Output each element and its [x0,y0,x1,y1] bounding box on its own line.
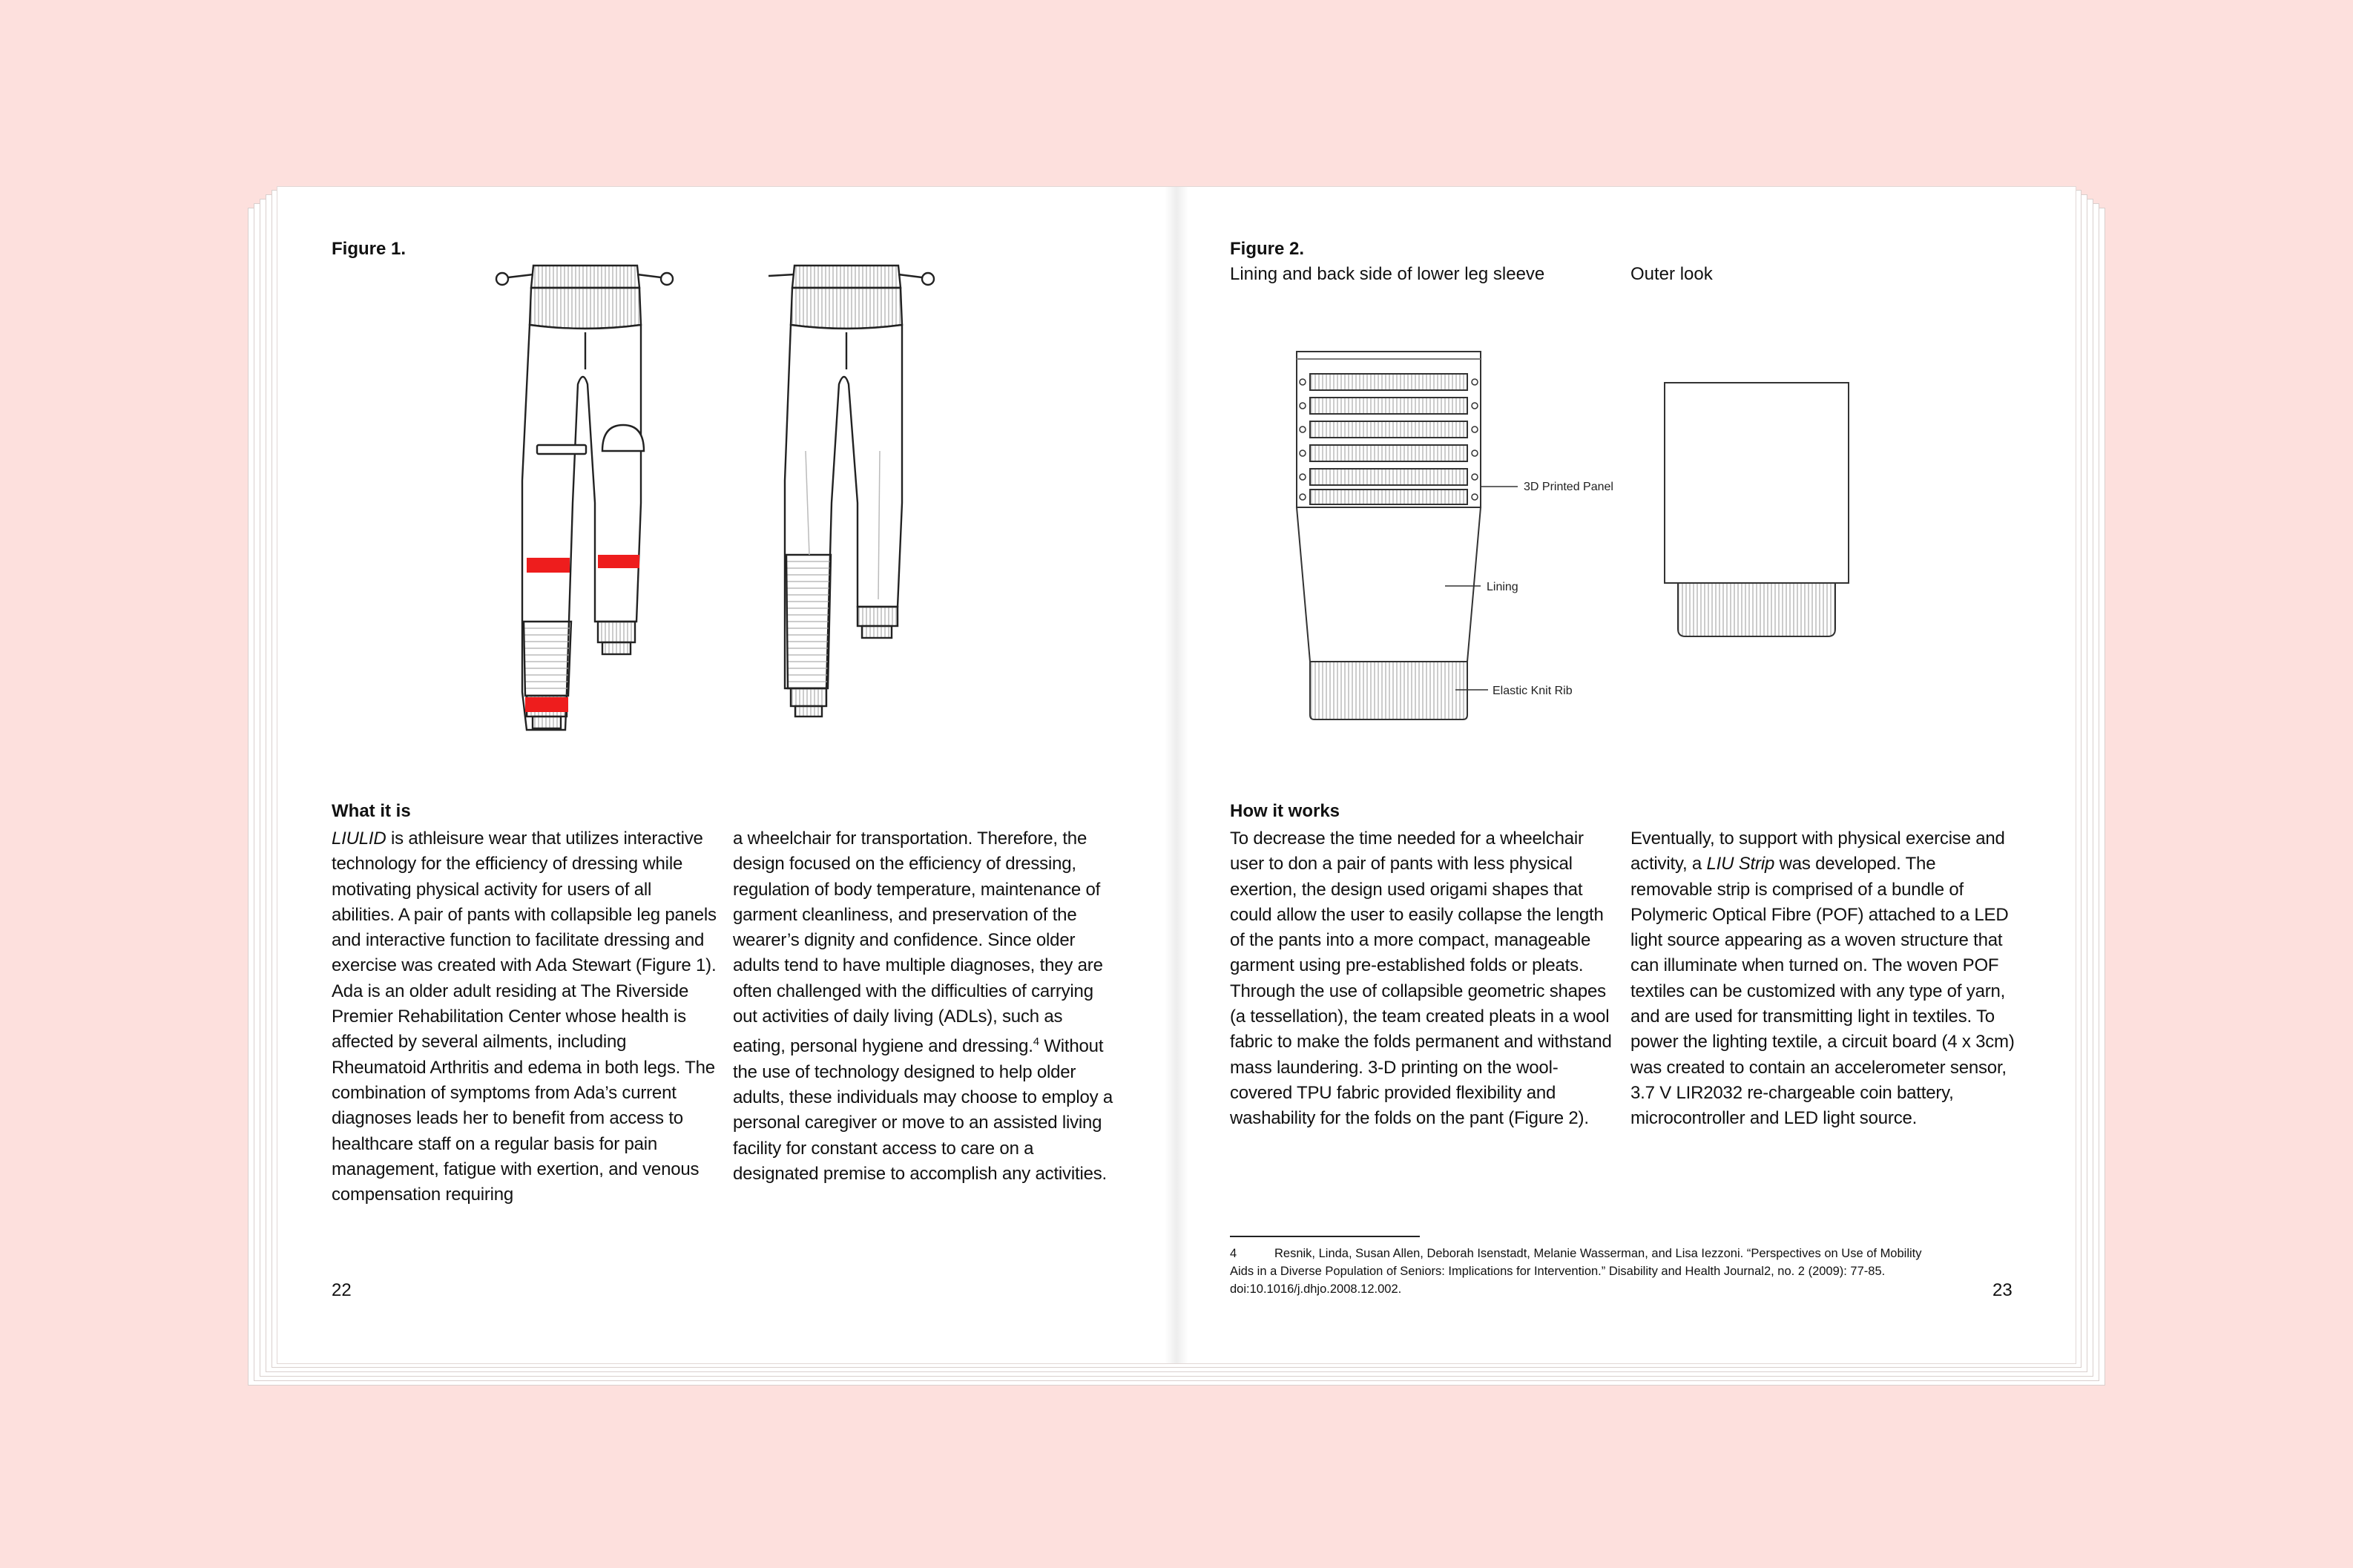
figure-2-caption-lining: Lining and back side of lower leg sleeve [1230,264,1545,284]
footnote-text: Resnik, Linda, Susan Allen, Deborah Isenstadt, Melanie Wasserman, and Lisa Iezzoni. “Perspectives on Use of Mobility Aids in a Diverse Population of Seniors: Implications for Intervention.” Disability and Health Journal2, no. 2 (2009): 77-85. doi:10.1016/j.dhjo.2008.12.002. [1230,1247,1922,1296]
right-page-column-2 [1630,826,2016,1132]
printed-panel [1297,352,1481,507]
page-number-right: 23 [1992,1280,2013,1300]
lining-shape [1297,507,1481,662]
back-pants [769,266,934,717]
led-strip-left-knee [527,558,570,573]
figure-1-pants-illustration [478,258,1145,792]
column-text: Eventually, to support with physical exercise and activity, a [1630,829,2005,874]
outer-look-sleeve [1665,383,1849,636]
left-page-column-2 [733,826,1119,1187]
open-book-spread [277,187,2076,1363]
column-text: was developed. The removable strip is comprised of a bundle of Polymeric Optical Fibre (POF) attached to a LED light source appearing as a woven structure that can illuminate when turned on. The woven POF textiles can be customized with any type of yarn, and are used for transmitting light in textiles. To power the lighting textile, a circuit board (4 x 3cm) was created to contain an accelerometer sensor, 3.7 V LIR2032 re-chargeable coin battery, microcontroller and LED light source. [1630,854,2015,1129]
right-page [1176,187,2076,1363]
led-strip-right-knee [598,555,639,568]
figure-2-sleeve-diagram [1273,352,1941,767]
footnote [1230,1245,1942,1298]
footnote-reference[interactable]: 4 [1033,1035,1039,1049]
label-lining: Lining [1487,581,1518,593]
front-pants [496,266,673,730]
right-page-column-1 [1230,826,1616,1132]
figure-1-title: Figure 1. [332,239,407,259]
led-strip-ankle [525,697,568,712]
page-number-left: 22 [332,1280,352,1300]
section-heading-what-it-is: What it is [332,801,411,821]
left-page [277,187,1176,1363]
figure-2-title: Figure 2. [1230,239,1305,259]
figure-2-caption-outer: Outer look [1630,264,1713,284]
left-page-column-1 [332,826,717,1208]
label-elastic-knit-rib: Elastic Knit Rib [1493,685,1573,697]
footnote-rule [1230,1236,1420,1237]
column-text: Without the use of technology designed to help older adults, these individuals may choose to employ a personal caregiver or move to an assisted living facility for constant access to care on a designated premise to accomplish any activities. [733,1036,1113,1184]
strip-name: LIU Strip [1706,854,1775,874]
section-heading-how-it-works: How it works [1230,801,1340,821]
product-name: LIULID [332,829,386,849]
column-text: is athleisure wear that utilizes interactive technology for the efficiency of dressing while motivating physical activity for users of all abilities. A pair of pants with collapsible leg panels and interactive function to facilitate dressing and exercise was created with Ada Stewart (Figure 1). Ada is an older adult residing at The Riverside Premier Rehabilitation Center whose health is affected by several ailments, including Rheumatoid Arthritis and edema in both legs. The combination of symptoms from Ada’s current diagnoses leads her to benefit from access to healthcare staff on a regular basis for pain management, fatigue with exertion, and venous compensation requiring [332,829,717,1205]
column-text: To decrease the time needed for a wheelchair user to don a pair of pants with less physical exertion, the design used origami shapes that could allow the user to easily collapse the length of the pants into a more compact, manageable garment using pre-established folds or pleats. Through the use of collapsible geometric shapes (a tessellation), the team created pleats in a wool fabric to make the folds permanent and withstand mass laundering. 3-D printing on the wool-covered TPU fabric provided flexibility and washability for the folds on the pant (Figure 2). [1230,829,1612,1129]
footnote-number: 4 [1230,1247,1237,1260]
label-3d-printed-panel: 3D Printed Panel [1524,481,1613,493]
column-text: a wheelchair for transportation. Therefore, the design focused on the efficiency of dressing, regulation of body temperature, maintenance of garment cleanliness, and preservation of the wearer’s dignity and confidence. Since older adults tend to have multiple diagnoses, they are often challenged with the difficulties of carrying out activities of daily living (ADLs), such as eating, personal hygiene and dressing. [733,829,1103,1057]
knit-rib-shape [1310,662,1467,719]
